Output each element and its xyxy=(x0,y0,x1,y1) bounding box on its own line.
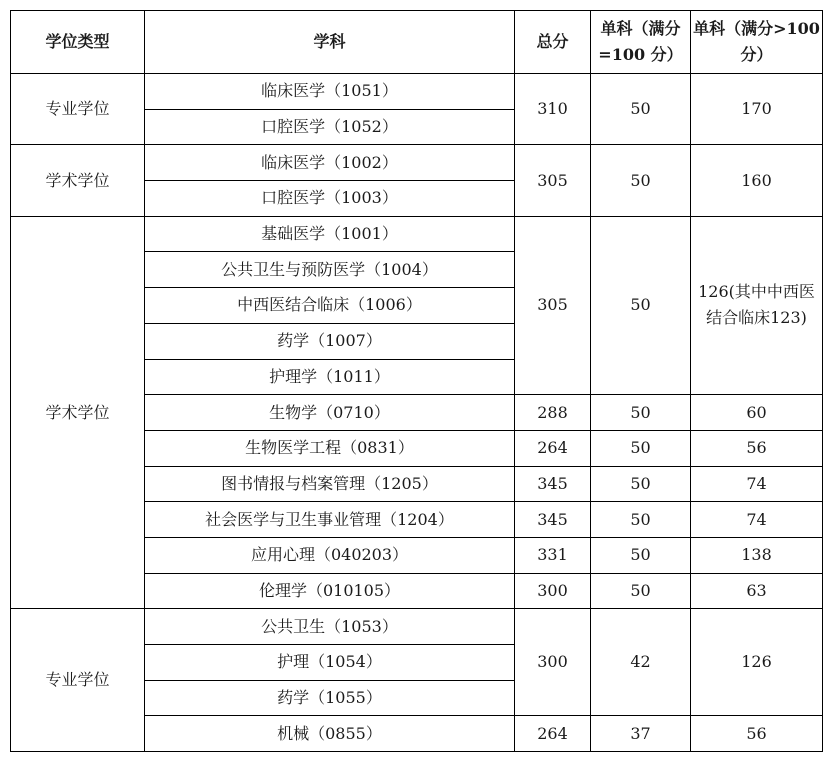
total-cell: 305 xyxy=(515,145,591,216)
degree-type-cell: 学术学位 xyxy=(11,216,145,609)
header-row xyxy=(11,11,823,74)
total-cell: 300 xyxy=(515,573,591,609)
subject-cell: 公共卫生（1053） xyxy=(145,609,515,645)
total-cell: 345 xyxy=(515,502,591,538)
subject-cell: 护理学（1011） xyxy=(145,359,515,395)
table-row xyxy=(11,609,823,645)
single-cell: 50 xyxy=(591,537,691,573)
degree-type-cell: 专业学位 xyxy=(11,74,145,145)
single-gt-cell: 56 xyxy=(691,430,823,466)
total-cell: 288 xyxy=(515,395,591,431)
single-cell: 50 xyxy=(591,502,691,538)
subject-cell: 临床医学（1002） xyxy=(145,145,515,181)
score-table-container xyxy=(10,10,823,752)
subject-cell: 机械（0855） xyxy=(145,716,515,752)
total-cell: 264 xyxy=(515,716,591,752)
table-row xyxy=(11,74,823,110)
single-cell: 50 xyxy=(591,573,691,609)
subject-cell: 公共卫生与预防医学（1004） xyxy=(145,252,515,288)
single-gt-cell: 63 xyxy=(691,573,823,609)
single-gt-cell: 74 xyxy=(691,502,823,538)
single-cell: 37 xyxy=(591,716,691,752)
single-cell: 50 xyxy=(591,395,691,431)
single-gt-cell: 170 xyxy=(691,74,823,145)
score-table xyxy=(10,10,823,752)
header-subject: 学科 xyxy=(145,11,515,74)
subject-cell: 中西医结合临床（1006） xyxy=(145,288,515,324)
single-cell: 50 xyxy=(591,430,691,466)
subject-cell: 药学（1055） xyxy=(145,680,515,716)
subject-cell: 社会医学与卫生事业管理（1204） xyxy=(145,502,515,538)
subject-cell: 图书情报与档案管理（1205） xyxy=(145,466,515,502)
single-gt-cell: 126 xyxy=(691,609,823,716)
header-single-le100: 单科（满分=100 分） xyxy=(591,11,691,74)
table-row xyxy=(11,145,823,181)
subject-cell: 生物学（0710） xyxy=(145,395,515,431)
header-total: 总分 xyxy=(515,11,591,74)
subject-cell: 应用心理（040203） xyxy=(145,537,515,573)
degree-type-cell: 学术学位 xyxy=(11,145,145,216)
total-cell: 331 xyxy=(515,537,591,573)
header-single-gt100: 单科（满分>100 分） xyxy=(691,11,823,74)
header-degree-type: 学位类型 xyxy=(11,11,145,74)
subject-cell: 伦理学（010105） xyxy=(145,573,515,609)
total-cell: 264 xyxy=(515,430,591,466)
single-gt-cell: 60 xyxy=(691,395,823,431)
single-gt-cell: 74 xyxy=(691,466,823,502)
single-gt-cell: 160 xyxy=(691,145,823,216)
subject-cell: 基础医学（1001） xyxy=(145,216,515,252)
subject-cell: 生物医学工程（0831） xyxy=(145,430,515,466)
subject-cell: 临床医学（1051） xyxy=(145,74,515,110)
single-gt-cell: 126(其中中西医结合临床123) xyxy=(691,216,823,394)
single-cell: 42 xyxy=(591,609,691,716)
subject-cell: 护理（1054） xyxy=(145,645,515,681)
single-cell: 50 xyxy=(591,145,691,216)
table-row xyxy=(11,216,823,252)
total-cell: 305 xyxy=(515,216,591,394)
total-cell: 310 xyxy=(515,74,591,145)
single-cell: 50 xyxy=(591,466,691,502)
single-cell: 50 xyxy=(591,216,691,394)
single-gt-cell: 138 xyxy=(691,537,823,573)
single-cell: 50 xyxy=(591,74,691,145)
subject-cell: 口腔医学（1003） xyxy=(145,181,515,217)
subject-cell: 药学（1007） xyxy=(145,323,515,359)
subject-cell: 口腔医学（1052） xyxy=(145,109,515,145)
total-cell: 345 xyxy=(515,466,591,502)
degree-type-cell: 专业学位 xyxy=(11,609,145,752)
single-gt-cell: 56 xyxy=(691,716,823,752)
total-cell: 300 xyxy=(515,609,591,716)
